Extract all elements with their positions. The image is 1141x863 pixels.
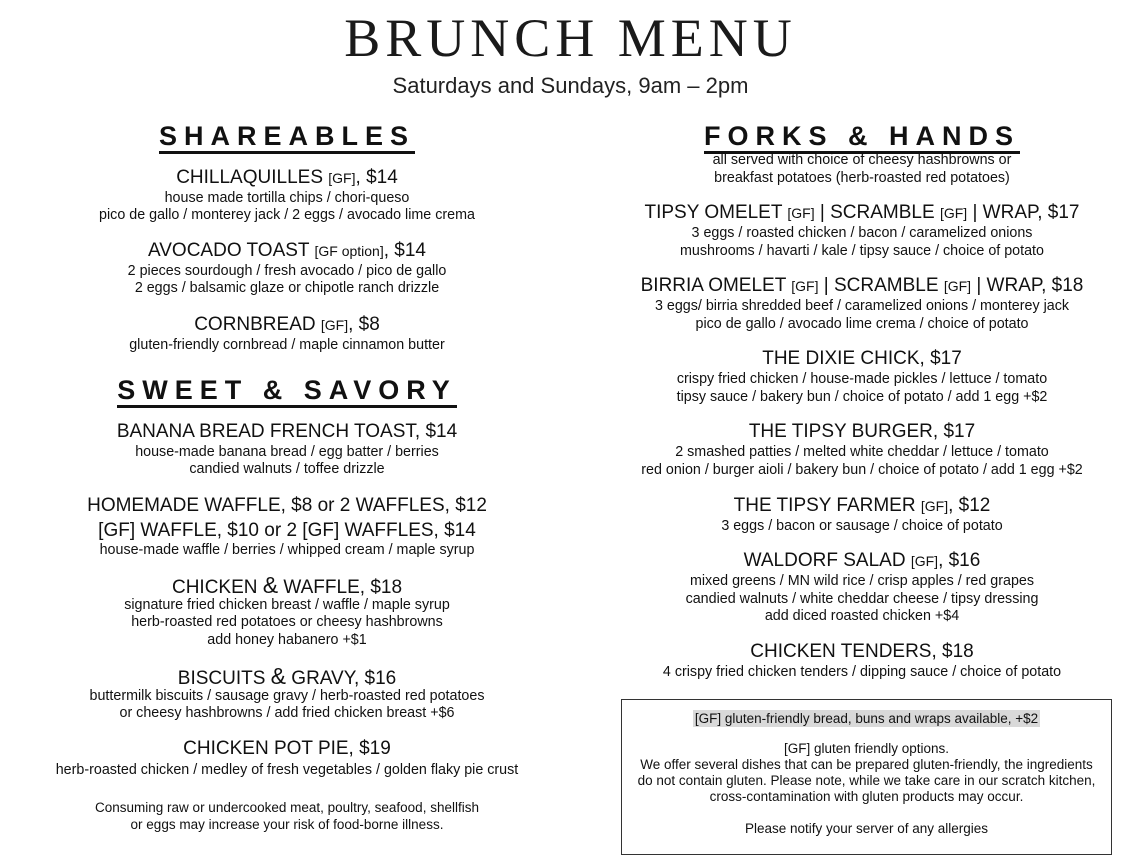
gluten-friendly-info-box	[621, 699, 1112, 855]
item-title-pot-pie: CHICKEN POT PIE, $19	[183, 738, 391, 759]
item-desc: house made tortilla chips / chori-queso	[164, 190, 410, 206]
item-desc: 2 eggs / balsamic glaze or chipotle ranch drizzle	[134, 280, 440, 296]
item-title-dixie-chick: THE DIXIE CHICK, $17	[762, 348, 962, 369]
menu-subtitle: Saturdays and Sundays, 9am – 2pm	[392, 73, 749, 98]
section-heading-shareables: SHAREABLES	[30, 121, 544, 151]
item-title-gf-waffle: [GF] WAFFLE, $10 or 2 [GF] WAFFLES, $14	[98, 520, 476, 541]
item-desc: pico de gallo / avocado lime crema / choice of potato	[695, 316, 1029, 332]
gf-line: cross-contamination with gluten products may occur.	[709, 789, 1024, 804]
item-title-avocado-toast: AVOCADO TOAST [GF option], $14	[147, 240, 426, 261]
item-desc: house-made waffle / berries / whipped cream / maple syrup	[99, 542, 475, 558]
item-desc: crispy fried chicken / house-made pickles / lettuce / tomato	[676, 371, 1048, 387]
section-heading-sweet-savory: SWEET & SAVORY	[30, 375, 544, 405]
item-desc: candied walnuts / white cheddar cheese / tipsy dressing	[685, 591, 1039, 607]
item-title-tipsy-omelet: TIPSY OMELET [GF] | SCRAMBLE [GF] | WRAP, $17	[644, 202, 1080, 223]
item-title-waffle: HOMEMADE WAFFLE, $8 or 2 WAFFLES, $12	[87, 495, 487, 516]
item-title-chillaquiles: CHILLAQUILLES [GF], $14	[176, 167, 398, 188]
item-desc: herb-roasted chicken / medley of fresh vegetables / golden flaky pie crust	[55, 762, 519, 778]
gf-explanation	[626, 741, 1107, 805]
gf-line: do not contain gluten. Please note, while we take care in our scratch kitchen,	[637, 773, 1096, 788]
item-desc: candied walnuts / toffee drizzle	[189, 461, 385, 477]
item-desc: mixed greens / MN wild rice / crisp apples / red grapes	[689, 573, 1035, 589]
item-title-tipsy-burger: THE TIPSY BURGER, $17	[748, 421, 976, 442]
item-desc: 3 eggs/ birria shredded beef / caramelized onions / monterey jack	[654, 298, 1070, 314]
item-title-chicken-waffle: CHICKEN & WAFFLE, $18	[171, 572, 403, 598]
item-desc: herb-roasted red potatoes or cheesy hashbrowns	[131, 614, 443, 630]
item-title-chicken-tenders: CHICKEN TENDERS, $18	[750, 641, 974, 662]
food-safety-warning: Consuming raw or undercooked meat, poultry, seafood, shellfish	[95, 800, 479, 815]
item-desc: tipsy sauce / bakery bun / choice of potato / add 1 egg +$2	[676, 389, 1048, 405]
item-desc: 3 eggs / bacon or sausage / choice of potato	[721, 518, 1003, 534]
item-desc: 2 pieces sourdough / fresh avocado / pico de gallo	[127, 263, 447, 279]
item-desc: 2 smashed patties / melted white cheddar / lettuce / tomato	[675, 444, 1049, 460]
item-desc: pico de gallo / monterey jack / 2 eggs / avocado lime crema	[99, 207, 475, 223]
item-desc: mushrooms / havarti / kale / tipsy sauce / choice of potato	[680, 243, 1044, 259]
gf-line: We offer several dishes that can be prepared gluten-friendly, the ingredients	[640, 757, 1093, 772]
item-title-tipsy-farmer: THE TIPSY FARMER [GF], $12	[733, 495, 991, 516]
item-desc: red onion / burger aioli / bakery bun / choice of potato / add 1 egg +$2	[641, 462, 1083, 478]
food-safety-warning: or eggs may increase your risk of food-borne illness.	[130, 817, 444, 832]
menu-title: BRUNCH MENU	[344, 8, 797, 68]
item-title-cornbread: CORNBREAD [GF], $8	[194, 314, 380, 335]
item-desc: 3 eggs / roasted chicken / bacon / caramelized onions	[691, 225, 1033, 241]
allergy-notice: Please notify your server of any allergies	[744, 821, 989, 836]
item-desc: signature fried chicken breast / waffle / maple syrup	[124, 597, 450, 613]
section-subtext: breakfast potatoes (herb-roasted red potatoes)	[714, 170, 1010, 186]
item-title-birria-omelet: BIRRIA OMELET [GF] | SCRAMBLE [GF] | WRAP, $18	[640, 275, 1084, 296]
item-desc: or cheesy hashbrowns / add fried chicken breast +$6	[119, 705, 455, 721]
item-desc: 4 crispy fried chicken tenders / dipping sauce / choice of potato	[662, 664, 1062, 680]
gf-line: [GF] gluten friendly options.	[783, 741, 950, 756]
item-desc: add honey habanero +$1	[207, 632, 367, 648]
item-title-french-toast: BANANA BREAD FRENCH TOAST, $14	[116, 421, 458, 442]
item-desc: add diced roasted chicken +$4	[764, 608, 960, 624]
section-subtext: all served with choice of cheesy hashbrowns or	[712, 152, 1012, 168]
item-desc: buttermilk biscuits / sausage gravy / herb-roasted red potatoes	[89, 688, 485, 704]
item-desc: house-made banana bread / egg batter / berries	[135, 444, 439, 460]
item-title-biscuits-gravy: BISCUITS & GRAVY, $16	[177, 663, 397, 689]
item-desc: gluten-friendly cornbread / maple cinnamon butter	[129, 337, 445, 353]
item-title-waldorf-salad: WALDORF SALAD [GF], $16	[743, 550, 981, 571]
gf-highlight-note: [GF] gluten-friendly bread, buns and wraps available, +$2	[694, 711, 1039, 726]
section-heading-forks-hands: FORKS & HANDS	[608, 121, 1116, 151]
